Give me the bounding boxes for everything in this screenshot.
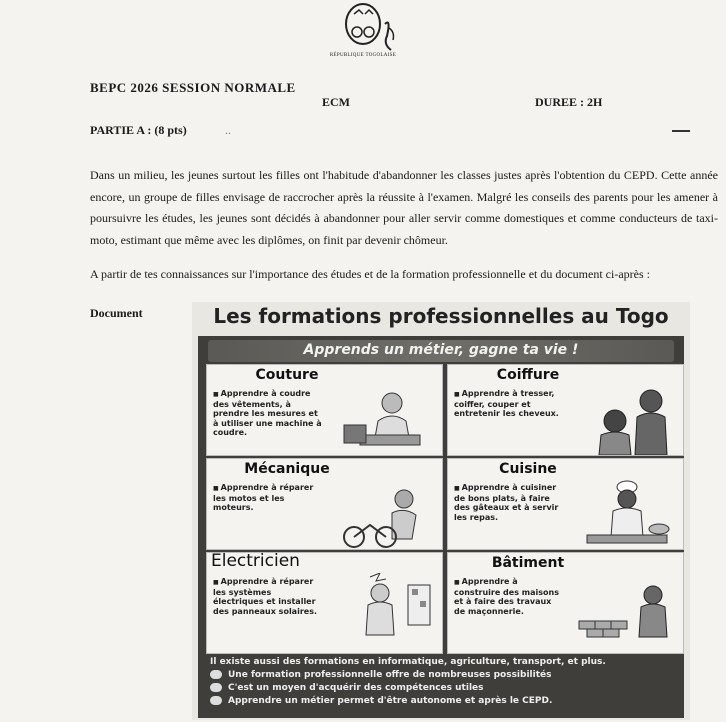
duration-label: DUREE : 2H bbox=[535, 95, 603, 109]
card-title: Bâtiment bbox=[491, 555, 565, 571]
card-title: Couture bbox=[255, 367, 319, 383]
graduation-icon bbox=[210, 696, 222, 705]
margin-dash bbox=[672, 130, 690, 132]
poster-panel bbox=[198, 336, 684, 718]
card-description: ■ Apprendre à coudre des vêtements, à prendre les mesures et à utiliser une machine à coudre. bbox=[213, 389, 323, 438]
mechanic-illustration bbox=[330, 479, 440, 550]
construction-illustration bbox=[571, 573, 681, 645]
card-description: ■ Apprendre à réparer les motos et les moteurs. bbox=[213, 483, 323, 513]
card-title: Coiffure bbox=[496, 367, 560, 383]
partie-dots: .. bbox=[225, 123, 231, 137]
footer-line-text: Une formation professionnelle offre de nombreuses possibilités bbox=[228, 670, 552, 680]
card-mecanique bbox=[206, 458, 443, 550]
card-description: ■ Apprendre à construire des maisons et à faire des travaux de maçonnerie. bbox=[454, 577, 564, 616]
card-description: ■ Apprendre à cuisiner de bons plats, à faire des gâteaux et à servir les repas. bbox=[454, 483, 564, 522]
hairdressing-illustration bbox=[571, 385, 681, 456]
exam-title: BEPC 2026 SESSION NORMALE bbox=[90, 80, 296, 95]
card-cuisine bbox=[447, 458, 684, 550]
cooking-illustration bbox=[571, 479, 681, 550]
sewing-illustration bbox=[330, 385, 440, 456]
graduation-icon bbox=[210, 683, 222, 692]
graduation-icon bbox=[210, 670, 222, 679]
poster-document bbox=[192, 302, 690, 720]
footer-line-text: Apprendre un métier permet d'être autonome et après le CEPD. bbox=[228, 696, 553, 706]
poster-footer bbox=[206, 656, 676, 708]
card-batiment bbox=[447, 552, 684, 654]
card-couture bbox=[206, 364, 443, 456]
context-paragraph: Dans un milieu, les jeunes surtout les filles ont l'habitude d'abandonner les classes justes après l'obtention du CEPD. Cette année encore, un groupe de filles envisage de raccrocher après la réussite à l'examen. Malgré les conseils des parents pour les amener à poursuivre les études, les jeunes sont décidés à abandonner pour aller servir comme domestiques et comme conducteurs de taxi-moto, estimant que même avec les diplômes, on finit par devenir chômeur. bbox=[90, 168, 718, 247]
poster-banner bbox=[208, 340, 674, 362]
card-title: Cuisine bbox=[499, 461, 557, 477]
instruction-paragraph: A partir de tes connaissances sur l'importance des études et de la formation professionnelle et du document ci-après : bbox=[90, 267, 650, 281]
footer-line bbox=[206, 682, 676, 695]
card-title: Mécanique bbox=[244, 461, 330, 477]
footer-line bbox=[206, 695, 676, 708]
electrician-illustration bbox=[330, 573, 440, 645]
partie-heading: PARTIE A : (8 pts) bbox=[90, 123, 187, 137]
document-label: Document bbox=[90, 306, 143, 320]
poster-title: Les formations professionnelles au Togo bbox=[213, 304, 669, 328]
card-description: ■ Apprendre à tresser, coiffer, couper et entretenir les cheveux. bbox=[454, 389, 564, 419]
footer-line bbox=[206, 669, 676, 682]
card-coiffure bbox=[447, 364, 684, 456]
banner-slogan: Apprends un métier, gagne ta vie ! bbox=[303, 342, 579, 358]
card-electricien bbox=[206, 552, 443, 654]
subject-label: ECM bbox=[322, 95, 350, 109]
footer-line: Il existe aussi des formations en informatique, agriculture, transport, et plus. bbox=[210, 657, 606, 667]
footer-line-text: C'est un moyen d'acquérir des compétences utiles bbox=[228, 683, 484, 693]
card-title: Electricien bbox=[211, 552, 300, 571]
republic-name: RÉPUBLIQUE TOGOLAISE bbox=[329, 53, 397, 58]
card-description: ■ Apprendre à réparer les systèmes électriques et installer des panneaux solaires. bbox=[213, 577, 323, 616]
